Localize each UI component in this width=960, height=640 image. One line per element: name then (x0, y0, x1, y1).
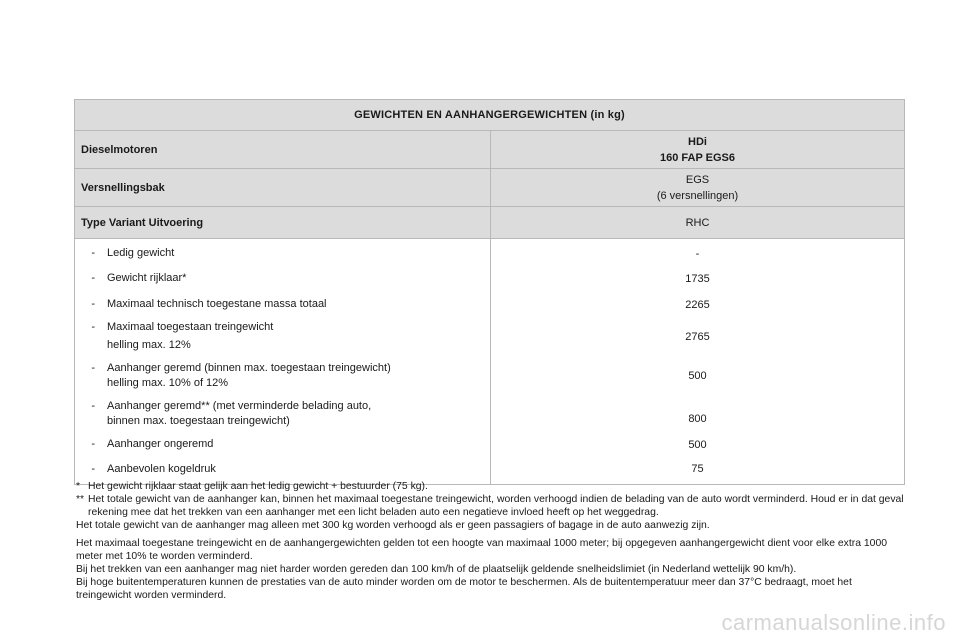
value-engine-line2: 160 FAP EGS6 (659, 151, 735, 164)
item-value: 1735 (685, 272, 710, 285)
value-type: RHC (491, 207, 905, 239)
item-value: 500 (688, 438, 707, 451)
item-label: Aanhanger ongeremd (107, 438, 214, 450)
list-item: - Maximaal technisch toegestane massa totaal (75, 293, 491, 317)
item-label: Aanhanger geremd (binnen max. toegestaan treingewicht) (107, 361, 391, 374)
item-value-cell (491, 395, 905, 433)
item-value: - (695, 247, 700, 260)
item-label: Maximaal toegestaan treingewicht (107, 321, 274, 333)
list-item: - Ledig gewicht (75, 239, 491, 265)
item-value: 2265 (685, 298, 710, 311)
value-gearbox-line2: (6 versnellingen) (656, 189, 739, 202)
item-value: 75 (691, 463, 704, 476)
item-value: 500 (688, 369, 707, 382)
item-value-cell (491, 357, 905, 395)
label-versnellingsbak: Versnellingsbak (75, 169, 491, 207)
list-item: - Maximaal toegestaan treingewicht helling max. 12% (75, 317, 491, 357)
value-gearbox (491, 169, 905, 207)
footnote-2-text: Het totale gewicht van de aanhanger kan, binnen het maximaal toegestane treingewicht, worden verhoogd indien de belading van de auto wordt verminderd. Houd er in dat geval rekening mee dat het trekken van een aanhanger met een licht beladen auto een negatieve invloed heeft op het weggedrag. (88, 494, 904, 518)
item-label: Aanhanger geremd** (met verminderde belading auto, (107, 399, 372, 412)
value-engine-line1: HDi (688, 135, 707, 148)
item-sublabel: helling max. 10% of 12% (107, 376, 229, 389)
note-paragraph-3: Bij het trekken van een aanhanger mag niet harder worden gereden dan 100 km/h of de plaatselijk geldende snelheidslimiet (in Nederland wettelijk 90 km/h). (76, 564, 797, 575)
item-value: 800 (688, 412, 707, 425)
notes-section (76, 480, 906, 602)
footnote-2-mark: ** (76, 494, 85, 505)
list-item: - Aanhanger ongeremd (75, 433, 491, 457)
list-item: - Gewicht rijklaar* (75, 265, 491, 293)
item-sublabel: binnen max. toegestaan treingewicht) (107, 414, 290, 427)
item-value-cell (491, 239, 905, 265)
item-label: Ledig gewicht (107, 247, 175, 260)
note-paragraph-1: Het totale gewicht van de aanhanger mag alleen met 300 kg worden verhoogd als er geen passagiers of bagage in de auto aanwezig zijn. (76, 520, 710, 531)
item-sublabel: helling max. 12% (107, 339, 191, 351)
note-paragraph-4: Bij hoge buitentemperaturen kunnen de prestaties van de auto minder worden om de motor te beschermen. Als de buitentemperatuur meer dan 37°C bedraagt, moet het treingewicht worden verminderd. (76, 577, 852, 601)
label-dieselmotoren: Dieselmotoren (75, 131, 491, 169)
footnote-2 (76, 493, 906, 519)
list-item: - Aanhanger geremd** (met verminderde belading auto, binnen max. toegestaan treingewicht) (75, 395, 491, 433)
label-type-variant: Type Variant Uitvoering (75, 207, 491, 239)
value-engine (491, 131, 905, 169)
item-value-cell (491, 265, 905, 293)
item-value-cell (491, 317, 905, 357)
footnote-1-text: Het gewicht rijklaar staat gelijk aan het ledig gewicht + bestuurder (75 kg). (88, 481, 428, 492)
item-label: Gewicht rijklaar* (107, 272, 187, 284)
item-label: Maximaal technisch toegestane massa totaal (107, 298, 327, 310)
footnote-1-mark: * (76, 481, 81, 492)
value-gearbox-line1: EGS (685, 173, 710, 186)
table-title: GEWICHTEN EN AANHANGERGEWICHTEN (in kg) (75, 100, 905, 131)
item-value-cell (491, 433, 905, 457)
watermark: carmanualsonline.info (721, 610, 946, 635)
weights-table (74, 99, 905, 485)
item-value-cell (491, 293, 905, 317)
note-paragraph-2: Het maximaal toegestane treingewicht en de aanhangergewichten gelden tot een hoogte van maximaal 1000 meter; bij opgegeven aanhangergewicht dient voor elke extra 1000 meter met 10% te worden verminderd. (76, 538, 888, 562)
list-item: - Aanhanger geremd (binnen max. toegestaan treingewicht) helling max. 10% of 12% (75, 357, 491, 395)
item-value: 2765 (685, 330, 710, 343)
item-label: Aanbevolen kogeldruk (107, 462, 216, 475)
footnote-1 (76, 480, 906, 493)
list-item: - Aanbevolen kogeldruk (75, 457, 491, 485)
